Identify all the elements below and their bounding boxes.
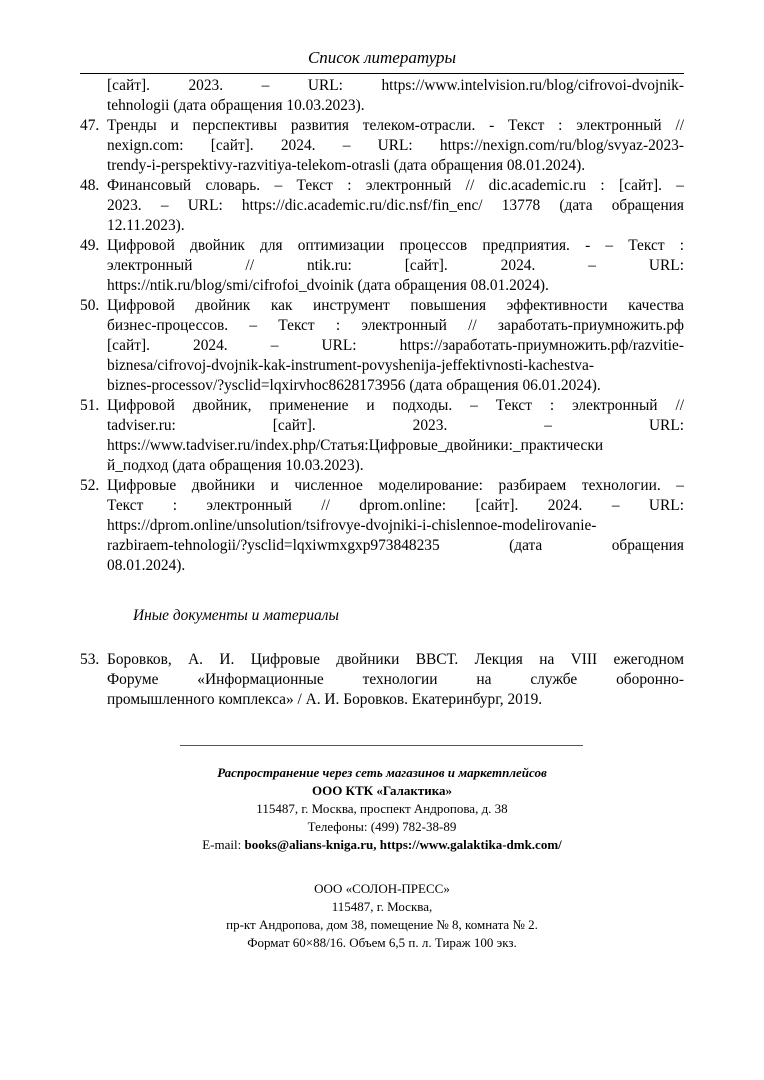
reference-number: 49.	[80, 237, 100, 254]
reference-line: biznesa/cifrovoj-dvojnik-kak-instrument-povyshenija-jeffektivnosti-kachestva-	[107, 357, 594, 374]
reference-line: 08.01.2024).	[107, 557, 186, 574]
email-label: E-mail:	[202, 837, 242, 852]
reference-line: Цифровой двойник, применение и подходы. – Текст : электронный //	[107, 397, 684, 414]
reference-line: tehnologii (дата обращения 10.03.2023).	[107, 97, 365, 114]
reference-line: бизнес-процессов. – Текст : электронный // заработать-приумножить.рф	[107, 317, 684, 334]
reference-number: 50.	[80, 297, 100, 314]
reference-text	[107, 76, 684, 116]
reference-item	[80, 116, 684, 176]
distributor-company: ООО КТК «Галактика»	[311, 783, 453, 798]
reference-line: biznes-processov/?ysclid=lqxirvhoc8628173956 (дата обращения 06.01.2024).	[107, 377, 601, 394]
reference-line: trendy-i-perspektivy-razvitiya-telekom-otrasli (дата обращения 08.01.2024).	[107, 157, 586, 174]
reference-item	[80, 476, 684, 576]
separator-rule	[180, 745, 583, 746]
reference-line: https://dprom.online/unsolution/tsifrovye-dvojniki-i-chislennoe-modelirovanie-	[107, 517, 597, 534]
publisher-address: пр-кт Андропова, дом 38, помещение № 8, комната № 2.	[226, 917, 538, 932]
reference-number: 47.	[80, 117, 100, 134]
distributor-address: 115487, г. Москва, проспект Андропова, д. 38	[256, 801, 508, 816]
reference-text	[107, 116, 684, 176]
reference-line: https://ntik.ru/blog/smi/cifrofoi_dvoinik (дата обращения 08.01.2024).	[107, 277, 549, 294]
imprint-distributor	[80, 764, 684, 854]
reference-text	[107, 650, 684, 710]
reference-list	[80, 76, 684, 576]
reference-text	[107, 296, 684, 396]
reference-number: 52.	[80, 477, 100, 494]
publisher-name: ООО «СОЛОН-ПРЕСС»	[314, 881, 450, 896]
reference-item	[80, 650, 684, 710]
reference-item	[80, 296, 684, 396]
reference-line: Цифровой двойник как инструмент повышения эффективности качества	[107, 297, 684, 314]
reference-line: 2023. – URL: https://dic.academic.ru/dic.nsf/fin_enc/ 13778 (дата обращения	[107, 197, 684, 214]
reference-item	[80, 176, 684, 236]
reference-number: 53.	[80, 651, 100, 668]
reference-line: [сайт]. 2024. – URL: https://заработать-приумножить.рф/razvitie-	[107, 337, 684, 354]
reference-line: [сайт]. 2023. – URL: https://www.intelvision.ru/blog/cifrovoi-dvojnik-	[107, 77, 684, 94]
publisher-format: Формат 60×88/16. Объем 6,5 п. л. Тираж 100 экз.	[247, 935, 517, 950]
running-title: Список литературы	[307, 48, 457, 67]
reference-item	[80, 396, 684, 476]
reference-line: Тренды и перспективы развития телеком-отрасли. - Текст : электронный //	[107, 117, 684, 134]
reference-line: 12.11.2023).	[107, 217, 185, 234]
publisher-city: 115487, г. Москва,	[331, 899, 433, 914]
reference-line: Текст : электронный // dprom.online: [сайт]. 2024. – URL:	[107, 497, 684, 514]
reference-item	[80, 76, 684, 116]
reference-text	[107, 176, 684, 236]
reference-text	[107, 476, 684, 576]
reference-line: nexign.com: [сайт]. 2024. – URL: https://nexign.com/ru/blog/svyaz-2023-	[107, 137, 684, 154]
distributor-contacts	[80, 836, 684, 854]
reference-line: промышленного комплекса» / А. И. Боровков. Екатеринбург, 2019.	[107, 691, 543, 708]
reference-line: Форуме «Информационные технологии на службе оборонно-	[107, 671, 684, 688]
reference-line: razbiraem-tehnologii/?ysclid=lqxiwmxgxp973848235 (дата обращения	[107, 537, 684, 554]
reference-item	[80, 236, 684, 296]
distributor-phones: Телефоны: (499) 782-38-89	[307, 819, 457, 834]
section-title: Иные документы и материалы	[133, 607, 339, 624]
imprint-publisher	[80, 880, 684, 952]
distribution-note: Распространение через сеть магазинов и маркетплейсов	[217, 765, 547, 780]
reference-text	[107, 396, 684, 476]
reference-number: 48.	[80, 177, 100, 194]
reference-line: tadviser.ru: [сайт]. 2023. – URL:	[107, 417, 684, 434]
reference-line: электронный // ntik.ru: [сайт]. 2024. – URL:	[107, 257, 684, 274]
other-reference-list	[80, 650, 684, 710]
reference-line: й_подход (дата обращения 10.03.2023).	[107, 457, 364, 474]
reference-text	[107, 236, 684, 296]
reference-line: https://www.tadviser.ru/index.php/Статья:Цифровые_двойники:_практически	[107, 437, 604, 454]
reference-line: Цифровой двойник для оптимизации процессов предприятия. - – Текст :	[107, 237, 684, 254]
reference-line: Финансовый словарь. – Текст : электронный // dic.academic.ru : [сайт]. –	[107, 177, 684, 194]
reference-line: Боровков, А. И. Цифровые двойники ВВСТ. Лекция на VIII ежегодном	[107, 651, 684, 668]
reference-number: 51.	[80, 397, 100, 414]
header-rule	[80, 73, 684, 74]
website-link[interactable]: https://www.galaktika-dmk.com/	[379, 837, 562, 852]
email-link[interactable]: books@alians-kniga.ru,	[244, 837, 377, 852]
reference-line: Цифровые двойники и численное моделирование: разбираем технологии. –	[107, 477, 684, 494]
